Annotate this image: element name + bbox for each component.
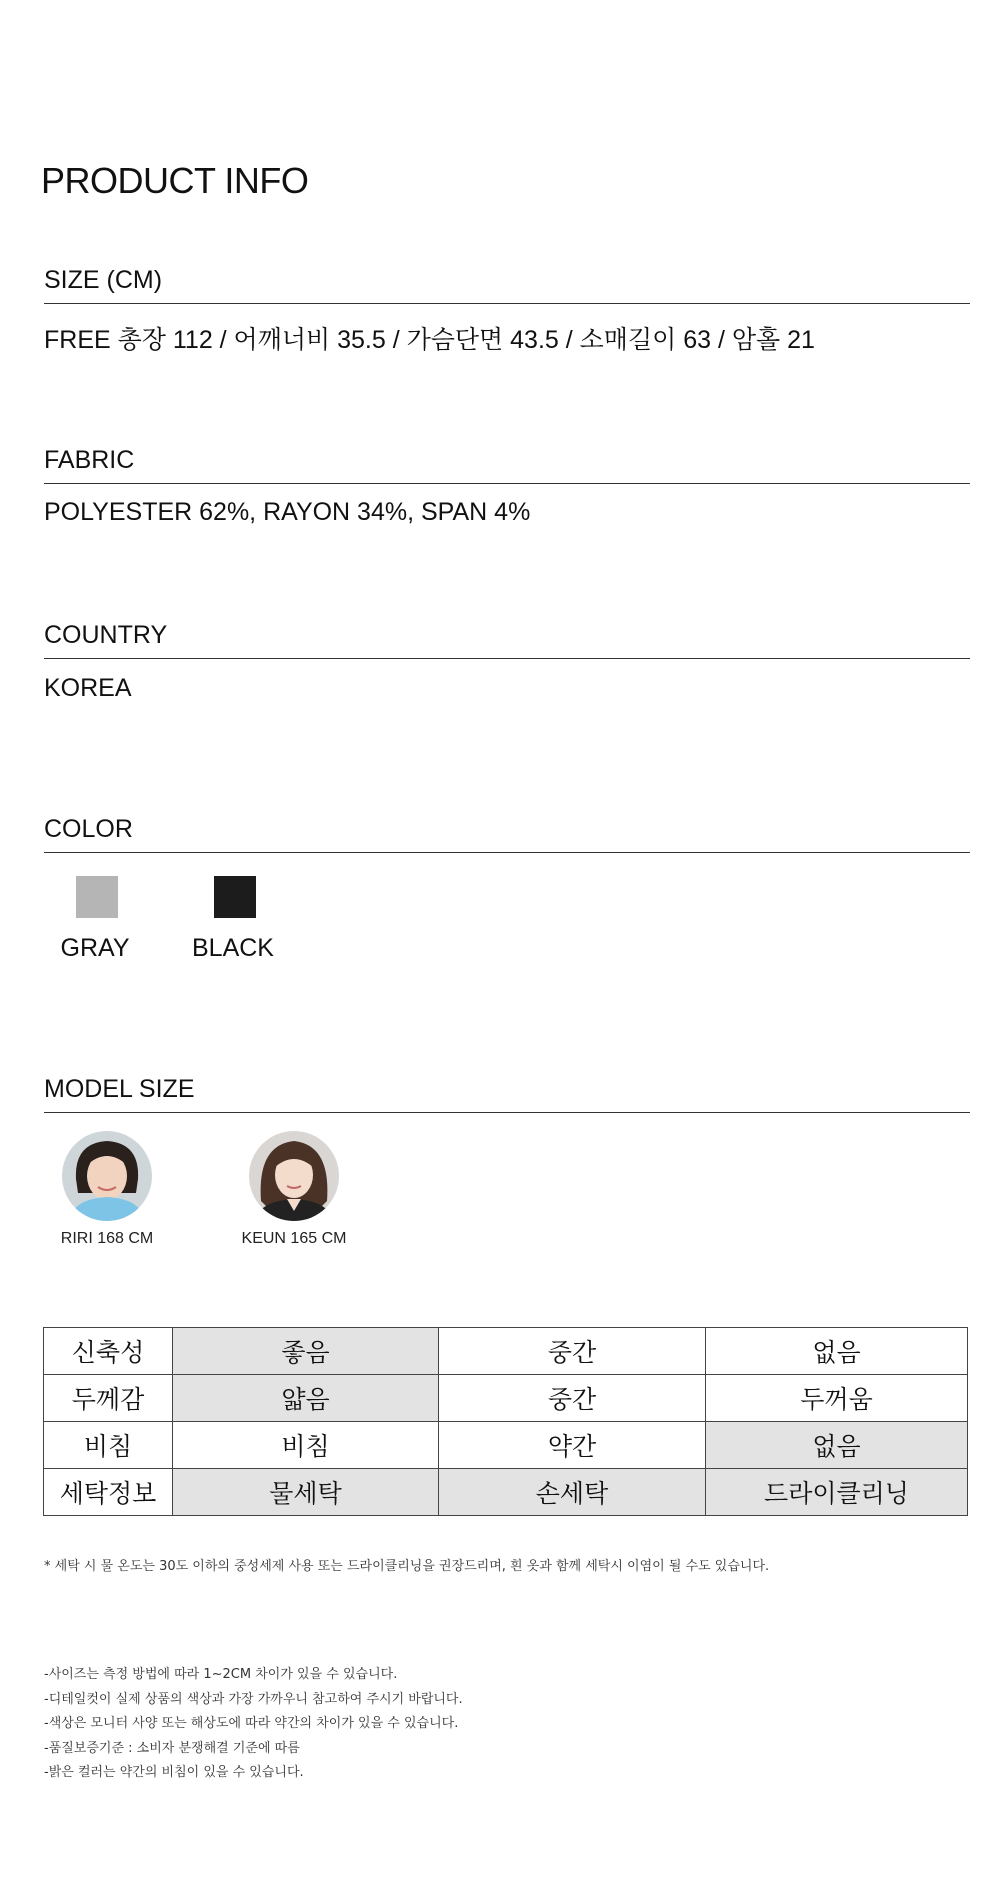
attr-cell: 드라이클리닝 <box>706 1469 968 1516</box>
attr-cell: 비침 <box>173 1422 439 1469</box>
attr-cell: 물세탁 <box>173 1469 439 1516</box>
fabric-value: POLYESTER 62%, RAYON 34%, SPAN 4% <box>44 498 531 526</box>
attr-cell: 없음 <box>706 1328 968 1375</box>
attr-name-thickness: 두께감 <box>44 1375 173 1422</box>
size-value: FREE 총장 112 / 어깨너비 35.5 / 가슴단면 43.5 / 소매길이 63 / 암홀 21 <box>44 326 815 354</box>
list-item: -디테일컷이 실제 상품의 색상과 가장 가까우니 참고하여 주시기 바랍니다. <box>44 1691 463 1707</box>
list-item: -사이즈는 측정 방법에 따라 1~2CM 차이가 있을 수 있습니다. <box>44 1667 398 1682</box>
list-item: -색상은 모니터 사양 또는 해상도에 따라 약간의 차이가 있을 수 있습니다. <box>44 1716 459 1731</box>
table-row <box>44 1328 968 1375</box>
country-heading: COUNTRY <box>44 621 970 659</box>
model-riri-avatar <box>62 1131 152 1221</box>
table-row <box>44 1375 968 1422</box>
model-size-heading: MODEL SIZE <box>44 1075 970 1113</box>
black-swatch <box>214 876 256 918</box>
size-heading: SIZE (CM) <box>44 266 970 304</box>
attr-cell: 없음 <box>706 1422 968 1469</box>
black-label: BLACK <box>192 934 274 962</box>
attr-name-stretch: 신축성 <box>44 1328 173 1375</box>
model-keun-avatar <box>249 1131 339 1221</box>
list-item: -품질보증기준 : 소비자 분쟁해결 기준에 따름 <box>44 1740 300 1756</box>
notes-list <box>44 1663 463 1786</box>
country-value: KOREA <box>44 674 132 702</box>
list-item: -밝은 컬러는 약간의 비침이 있을 수 있습니다. <box>44 1765 304 1780</box>
model-keun-label: KEUN 165 CM <box>241 1230 347 1247</box>
color-heading: COLOR <box>44 815 970 853</box>
attr-cell: 두꺼움 <box>706 1375 968 1422</box>
wash-note: * 세탁 시 물 온도는 30도 이하의 중성세제 사용 또는 드라이클리닝을 권장드리며, 흰 옷과 함께 세탁시 이염이 될 수도 있습니다. <box>44 1559 770 1574</box>
table-row <box>44 1469 968 1516</box>
person-icon <box>249 1131 339 1221</box>
fabric-heading: FABRIC <box>44 446 970 484</box>
attr-name-sheerness: 비침 <box>44 1422 173 1469</box>
attr-cell: 좋음 <box>173 1328 439 1375</box>
attr-cell: 약간 <box>439 1422 706 1469</box>
gray-label: GRAY <box>60 934 130 962</box>
attr-name-washing: 세탁정보 <box>44 1469 173 1516</box>
attr-cell: 중간 <box>439 1328 706 1375</box>
page-title: PRODUCT INFO <box>41 160 309 201</box>
attr-cell: 얇음 <box>173 1375 439 1422</box>
person-icon <box>62 1131 152 1221</box>
table-row <box>44 1422 968 1469</box>
fabric-attribute-table <box>43 1327 968 1516</box>
gray-swatch <box>76 876 118 918</box>
attr-cell: 손세탁 <box>439 1469 706 1516</box>
attr-cell: 중간 <box>439 1375 706 1422</box>
model-riri-label: RIRI 168 CM <box>60 1230 154 1247</box>
